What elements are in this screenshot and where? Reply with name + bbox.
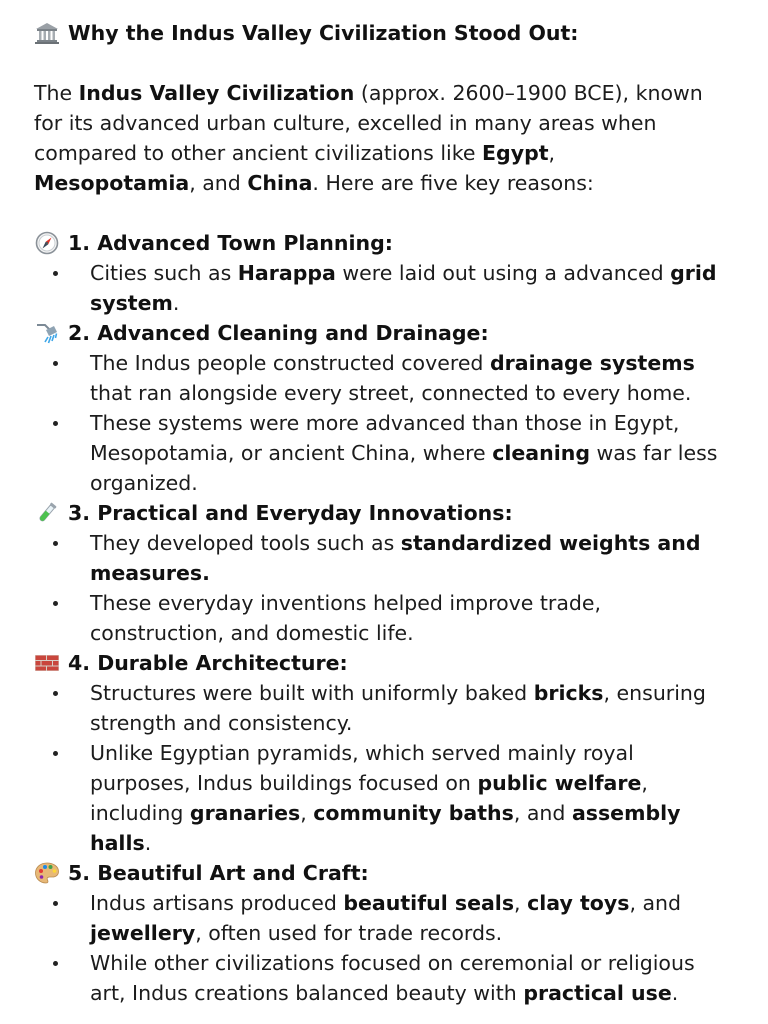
list-item: They developed tools such as standardized weights and measures. [34,528,720,588]
list-item: These everyday inventions helped improve trade, construction, and domestic life. [34,588,720,648]
brick-icon [34,651,60,675]
test-tube-icon [34,501,60,525]
bullet-list [34,258,720,318]
list-item: While other civilizations focused on ceremonial or religious art, Indus creations balanced beauty with practical use. [34,948,720,1008]
section-heading: 4. Durable Architecture: [34,648,720,678]
bullet-list [34,528,720,648]
document-title [34,18,720,48]
list-item: These systems were more advanced than those in Egypt, Mesopotamia, or ancient China, where cleaning was far less organized. [34,408,720,498]
bullet-list [34,678,720,858]
classical-building-icon [34,21,60,45]
title-text: Why the Indus Valley Civilization Stood Out: [68,21,579,45]
section-heading: 1. Advanced Town Planning: [34,228,720,258]
section-heading: 2. Advanced Cleaning and Drainage: [34,318,720,348]
section-architecture [34,648,720,858]
shower-icon [34,321,60,345]
section-cleaning-drainage [34,318,720,498]
section-heading: 5. Beautiful Art and Craft: [34,858,720,888]
list-item: Unlike Egyptian pyramids, which served mainly royal purposes, Indus buildings focused on public welfare, including granaries, community baths, and assembly halls. [34,738,720,858]
list-item: Cities such as Harappa were laid out using a advanced grid system. [34,258,720,318]
section-heading: 3. Practical and Everyday Innovations: [34,498,720,528]
list-item: Structures were built with uniformly baked bricks, ensuring strength and consistency. [34,678,720,738]
palette-icon [34,861,60,885]
bullet-list [34,888,720,1008]
section-art-craft [34,858,720,1008]
list-item: Indus artisans produced beautiful seals, clay toys, and jewellery, often used for trade records. [34,888,720,948]
list-item: The Indus people constructed covered drainage systems that ran alongside every street, connected to every home. [34,348,720,408]
section-innovations [34,498,720,648]
bullet-list [34,348,720,498]
compass-icon [34,231,60,255]
intro-paragraph: The Indus Valley Civilization (approx. 2600–1900 BCE), known for its advanced urban culture, excelled in many areas when compared to other ancient civilizations like Egypt, Mesopotamia, and China. Here are five key reasons: [34,81,703,195]
section-town-planning [34,228,720,318]
